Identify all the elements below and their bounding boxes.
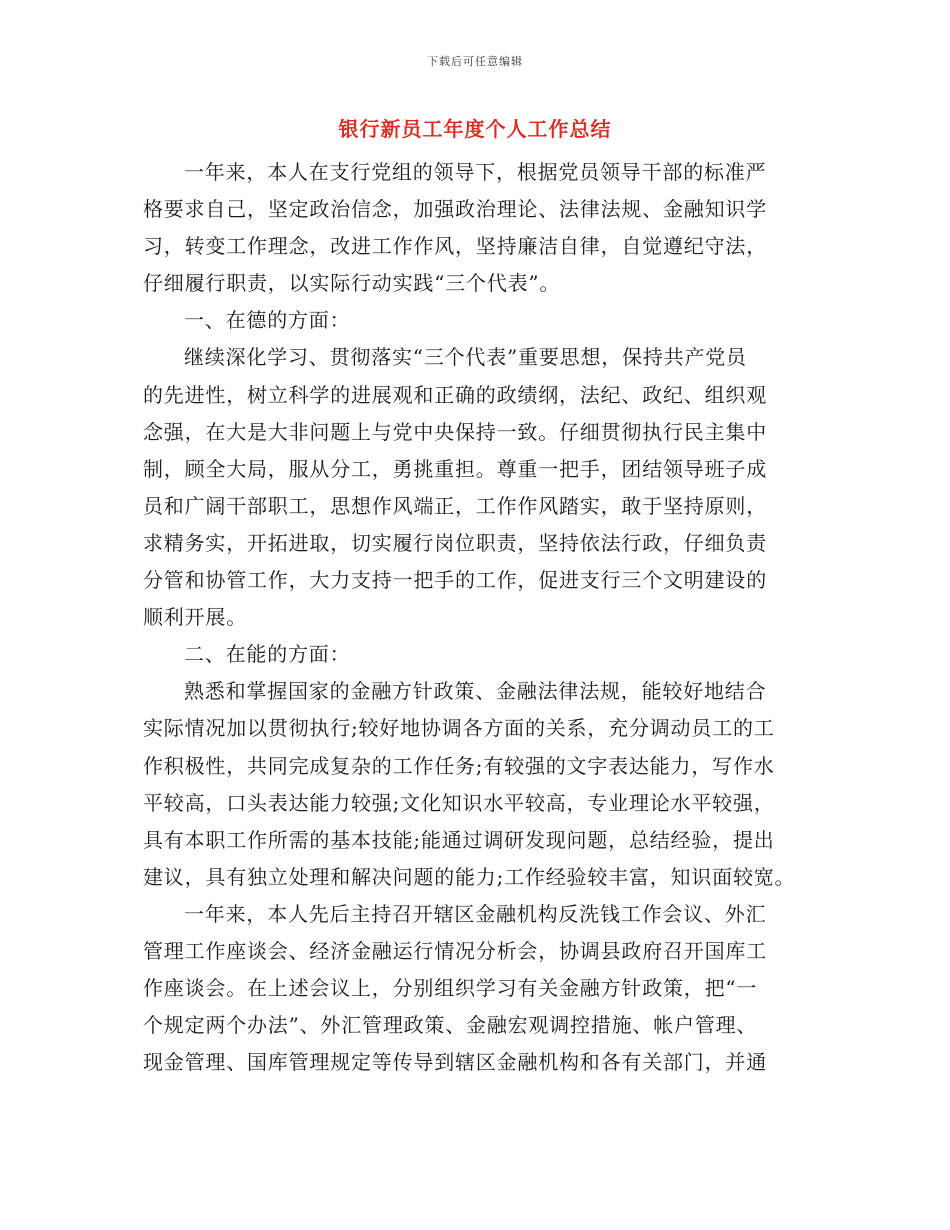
body-line: 的先进性，树立科学的进展观和正确的政绩纲，法纪、政纪、组织观 (143, 382, 767, 407)
body-line: 作积极性，共同完成复杂的工作任务;有较强的文字表达能力，写作水 (143, 753, 775, 778)
body-line: 管理工作座谈会、经济金融运行情况分析会，协调县政府召开国库工 (143, 938, 767, 963)
body-line: 实际情况加以贯彻执行;较好地协调各方面的关系，充分调动员工的工 (143, 716, 775, 741)
body-line: 分管和协管工作，大力支持一把手的工作，促进支行三个文明建设的 (143, 568, 767, 593)
body-line: 一年来，本人在支行党组的领导下，根据党员领导干部的标准严 (184, 160, 767, 184)
body-line: 个规定两个办法”、外汇管理政策、金融宏观调控措施、帐户管理、 (143, 1013, 758, 1038)
body-line: 制，顾全大局，服从分工，勇挑重担。尊重一把手，团结领导班子成 (143, 456, 767, 481)
document-title: 银行新员工年度个人工作总结 (338, 117, 612, 141)
body-line: 格要求自己，坚定政治信念，加强政治理论、法律法规、金融知识学 (143, 197, 767, 222)
body-line: 具有本职工作所需的基本技能;能通过调研发现问题，总结经验，提出 (143, 827, 775, 852)
body-line: 员和广阔干部职工，思想作风端正，工作作风踏实，敢于坚持原则， (143, 493, 767, 518)
body-line: 习，转变工作理念，改进工作作风，坚持廉洁自律，自觉遵纪守法， (143, 234, 767, 259)
body-line: 二、在能的方面： (184, 642, 351, 667)
body-line: 顺利开展。 (143, 605, 247, 630)
body-line: 熟悉和掌握国家的金融方针政策、金融法律法规，能较好地结合 (184, 679, 767, 704)
body-line: 作座谈会。在上述会议上，分别组织学习有关金融方针政策，把“一 (143, 976, 758, 1001)
body-line: 念强，在大是大非问题上与党中央保持一致。仔细贯彻执行民主集中 (143, 419, 767, 444)
body-line: 平较高，口头表达能力较强;文化知识水平较高，专业理论水平较强， (143, 790, 775, 815)
body-line: 现金管理、国库管理规定等传导到辖区金融机构和各有关部门，并通 (143, 1050, 767, 1075)
body-line: 求精务实，开拓进取，切实履行岗位职责，坚持依法行政，仔细负责 (143, 530, 767, 555)
body-line: 仔细履行职责，以实际行动实践“三个代表”。 (143, 271, 561, 296)
body-line: 一年来，本人先后主持召开辖区金融机构反洗钱工作会议、外汇 (184, 901, 767, 926)
body-line: 一、在德的方面： (184, 308, 351, 333)
body-line: 继续深化学习、贯彻落实“三个代表”重要思想，保持共产党员 (184, 345, 747, 370)
document-body (143, 154, 803, 1081)
header-note: 下载后可任意编辑 (427, 55, 523, 68)
body-line: 建议，具有独立处理和解决问题的能力;工作经验较丰富，知识面较宽。 (143, 864, 796, 889)
